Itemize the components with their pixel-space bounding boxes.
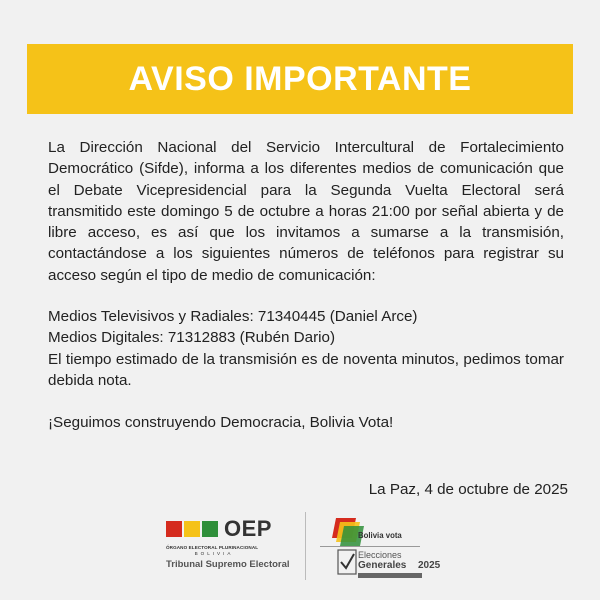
oep-country: BOLIVIA <box>194 551 234 556</box>
notice-body <box>48 137 564 434</box>
elecciones-label: Elecciones <box>358 550 402 560</box>
elecciones-bar <box>358 573 422 578</box>
oep-logo <box>166 516 302 580</box>
generales-label: Generales <box>358 560 407 571</box>
oep-green-square <box>202 521 218 537</box>
slogan-bolivia-vota: Bolivia vota <box>358 531 402 540</box>
place-date: La Paz, 4 de octubre de 2025 <box>368 481 568 498</box>
election-year: 2025 <box>418 560 441 571</box>
oep-red-square <box>166 521 182 537</box>
title-banner <box>27 44 573 114</box>
check-icon <box>341 554 354 568</box>
notice-paragraph: La Dirección Nacional del Servicio Intercultural de Fortalecimiento Democrático (Sifde), informa a los diferentes medios de comunicación que el Debate Vicepresidencial para la Segunda Vuelta Electoral será transmitido este domingo 5 de octubre a horas 21:00 por señal abierta y de libre acceso, es así que los invitamos a sumarse a la transmisión, contactándose a los siguientes números de teléfonos para registrar su acceso según el tipo de medio de comunicación: <box>48 139 564 284</box>
footer-divider <box>305 512 306 580</box>
page-title: AVISO IMPORTANTE <box>128 59 472 98</box>
elecciones-logo <box>316 512 446 582</box>
oep-full-name: ÓRGANO ELECTORAL PLURINACIONAL <box>166 545 259 550</box>
closing-slogan: ¡Seguimos construyendo Democracia, Bolivia Vota! <box>48 414 394 432</box>
contact-digital: Medios Digitales: 71312883 (Rubén Dario) <box>48 329 336 347</box>
tribunal-name: Tribunal Supremo Electoral <box>166 559 290 570</box>
oep-acronym: OEP <box>224 516 272 541</box>
contact-tv: Medios Televisivos y Radiales: 71340445 (Daniel Arce) <box>48 308 418 326</box>
oep-yellow-square <box>184 521 200 537</box>
duration-note: El tiempo estimado de la transmisión es de noventa minutos, pedimos tomar debida nota. <box>48 350 564 389</box>
elecciones-emblem <box>316 512 446 582</box>
